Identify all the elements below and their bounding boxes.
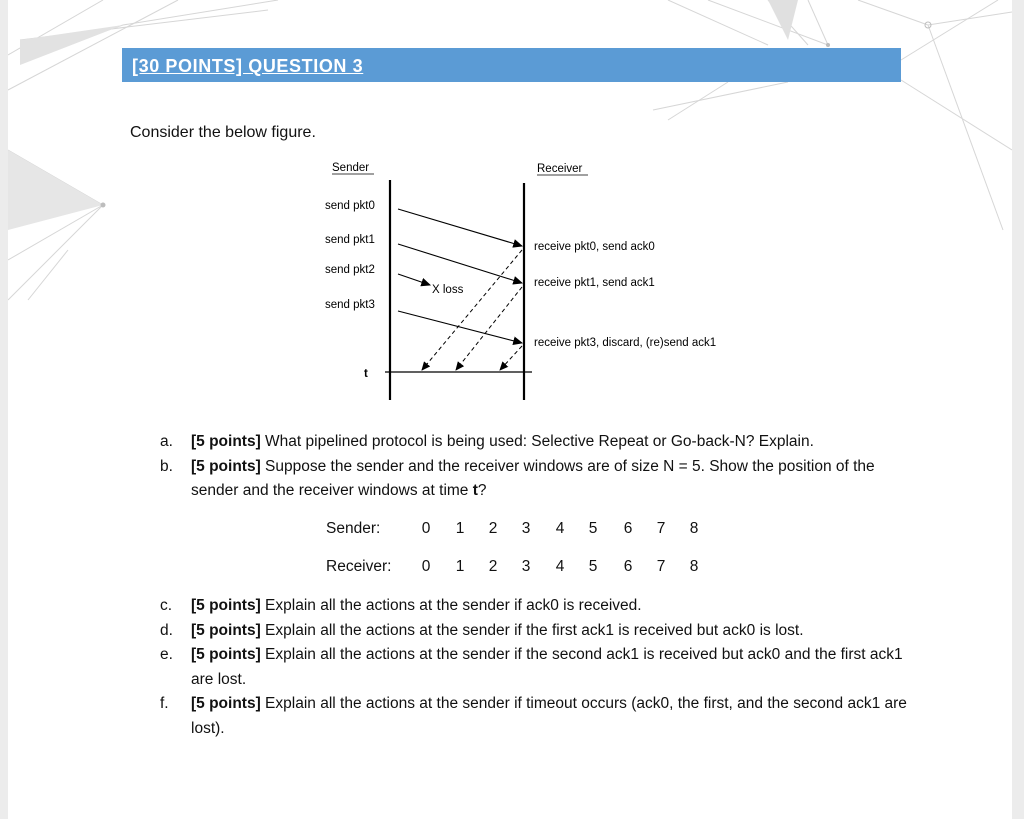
receiver-event-pkt0: receive pkt0, send ack0 — [534, 241, 655, 253]
intro-text: Consider the below figure. — [130, 124, 316, 141]
sender-seq-num: 5 — [588, 520, 598, 537]
sender-seq-num: 8 — [689, 520, 699, 537]
document-page — [8, 0, 1012, 819]
receiver-seq-num: 2 — [488, 558, 498, 575]
question-e — [160, 643, 920, 692]
question-text: Explain all the actions at the sender if timeout occurs (ack0, the first, and the second ack1 are lost). — [191, 695, 907, 737]
arrow-ack1-second — [500, 346, 522, 370]
receiver-label: Receiver — [537, 163, 583, 175]
question-text-bold: t — [472, 482, 478, 499]
question-f — [160, 692, 920, 741]
receiver-event-pkt3: receive pkt3, discard, (re)send ack1 — [534, 337, 717, 349]
receiver-seq-num: 0 — [421, 558, 431, 575]
receiver-seq-num: 4 — [555, 558, 565, 575]
question-list-part2 — [160, 594, 920, 741]
receiver-seq-num: 3 — [521, 558, 531, 575]
sender-event-send-pkt1: send pkt1 — [325, 234, 375, 246]
receiver-seq-num: 8 — [689, 558, 699, 575]
sender-seq-num: 0 — [421, 520, 431, 537]
receiver-event-pkt1: receive pkt1, send ack1 — [534, 277, 655, 289]
question-text: Explain all the actions at the sender if ack0 is received. — [260, 597, 642, 614]
question-letter: f. — [160, 695, 169, 712]
question-text: Explain all the actions at the sender if the second ack1 is received but ack0 and the first ack1 are lost. — [191, 646, 903, 688]
arrow-pkt3 — [398, 311, 522, 343]
question-d — [160, 619, 920, 644]
question-letter: d. — [160, 621, 173, 639]
sender-seq-num: 2 — [488, 520, 498, 537]
arrow-pkt0 — [398, 209, 522, 246]
sender-seq-num: 3 — [521, 520, 531, 537]
question-points: [5 points] — [191, 646, 261, 663]
receiver-window-label: Receiver: — [326, 558, 392, 575]
question-points: [5 points] — [191, 433, 261, 450]
question-title: [30 POINTS] QUESTION 3 — [132, 56, 364, 76]
sender-event-send-pkt0: send pkt0 — [325, 200, 375, 212]
sender-seq-num: 4 — [555, 520, 565, 537]
arrow-ack0 — [422, 250, 522, 370]
sender-seq-num: 1 — [455, 520, 465, 537]
question-list-part1 — [160, 430, 920, 504]
sender-event-send-pkt3: send pkt3 — [325, 299, 375, 311]
receiver-seq-num: 1 — [455, 558, 465, 575]
question-letter: c. — [160, 597, 173, 614]
question-points: [5 points] — [191, 597, 261, 614]
question-letter: a. — [160, 433, 173, 450]
question-points: [5 points] — [191, 457, 261, 475]
arrow-pkt2-lost — [398, 274, 430, 285]
question-letter: b. — [160, 457, 173, 475]
question-letter: e. — [160, 646, 173, 663]
question-text: Suppose the sender and the receiver windows are of size N = 5. Show the position of the sender and the receiver windows at time — [191, 457, 875, 499]
sender-event-send-pkt2: send pkt2 — [325, 264, 375, 276]
question-c — [160, 594, 920, 619]
question-text: Explain all the actions at the sender if the first ack1 is received but ack0 is lost. — [260, 621, 804, 639]
receiver-seq-num: 6 — [623, 558, 633, 575]
sender-seq-num: 7 — [656, 520, 666, 537]
sender-window-label: Sender: — [326, 520, 381, 537]
question-b — [160, 455, 920, 504]
receiver-seq-num: 5 — [588, 558, 598, 575]
protocol-timing-diagram — [8, 0, 1012, 420]
sender-seq-num: 6 — [623, 520, 633, 537]
question-a — [160, 430, 920, 455]
question-text: What pipelined protocol is being used: Selective Repeat or Go-back-N? Explain. — [260, 433, 814, 450]
sender-label: Sender — [332, 162, 370, 174]
receiver-seq-num: 7 — [656, 558, 666, 575]
loss-label: X loss — [432, 284, 464, 296]
time-t-label: t — [364, 368, 368, 380]
arrow-pkt1 — [398, 244, 522, 283]
question-points: [5 points] — [191, 621, 261, 639]
question-text-end: ? — [477, 482, 487, 499]
question-points: [5 points] — [191, 695, 261, 712]
